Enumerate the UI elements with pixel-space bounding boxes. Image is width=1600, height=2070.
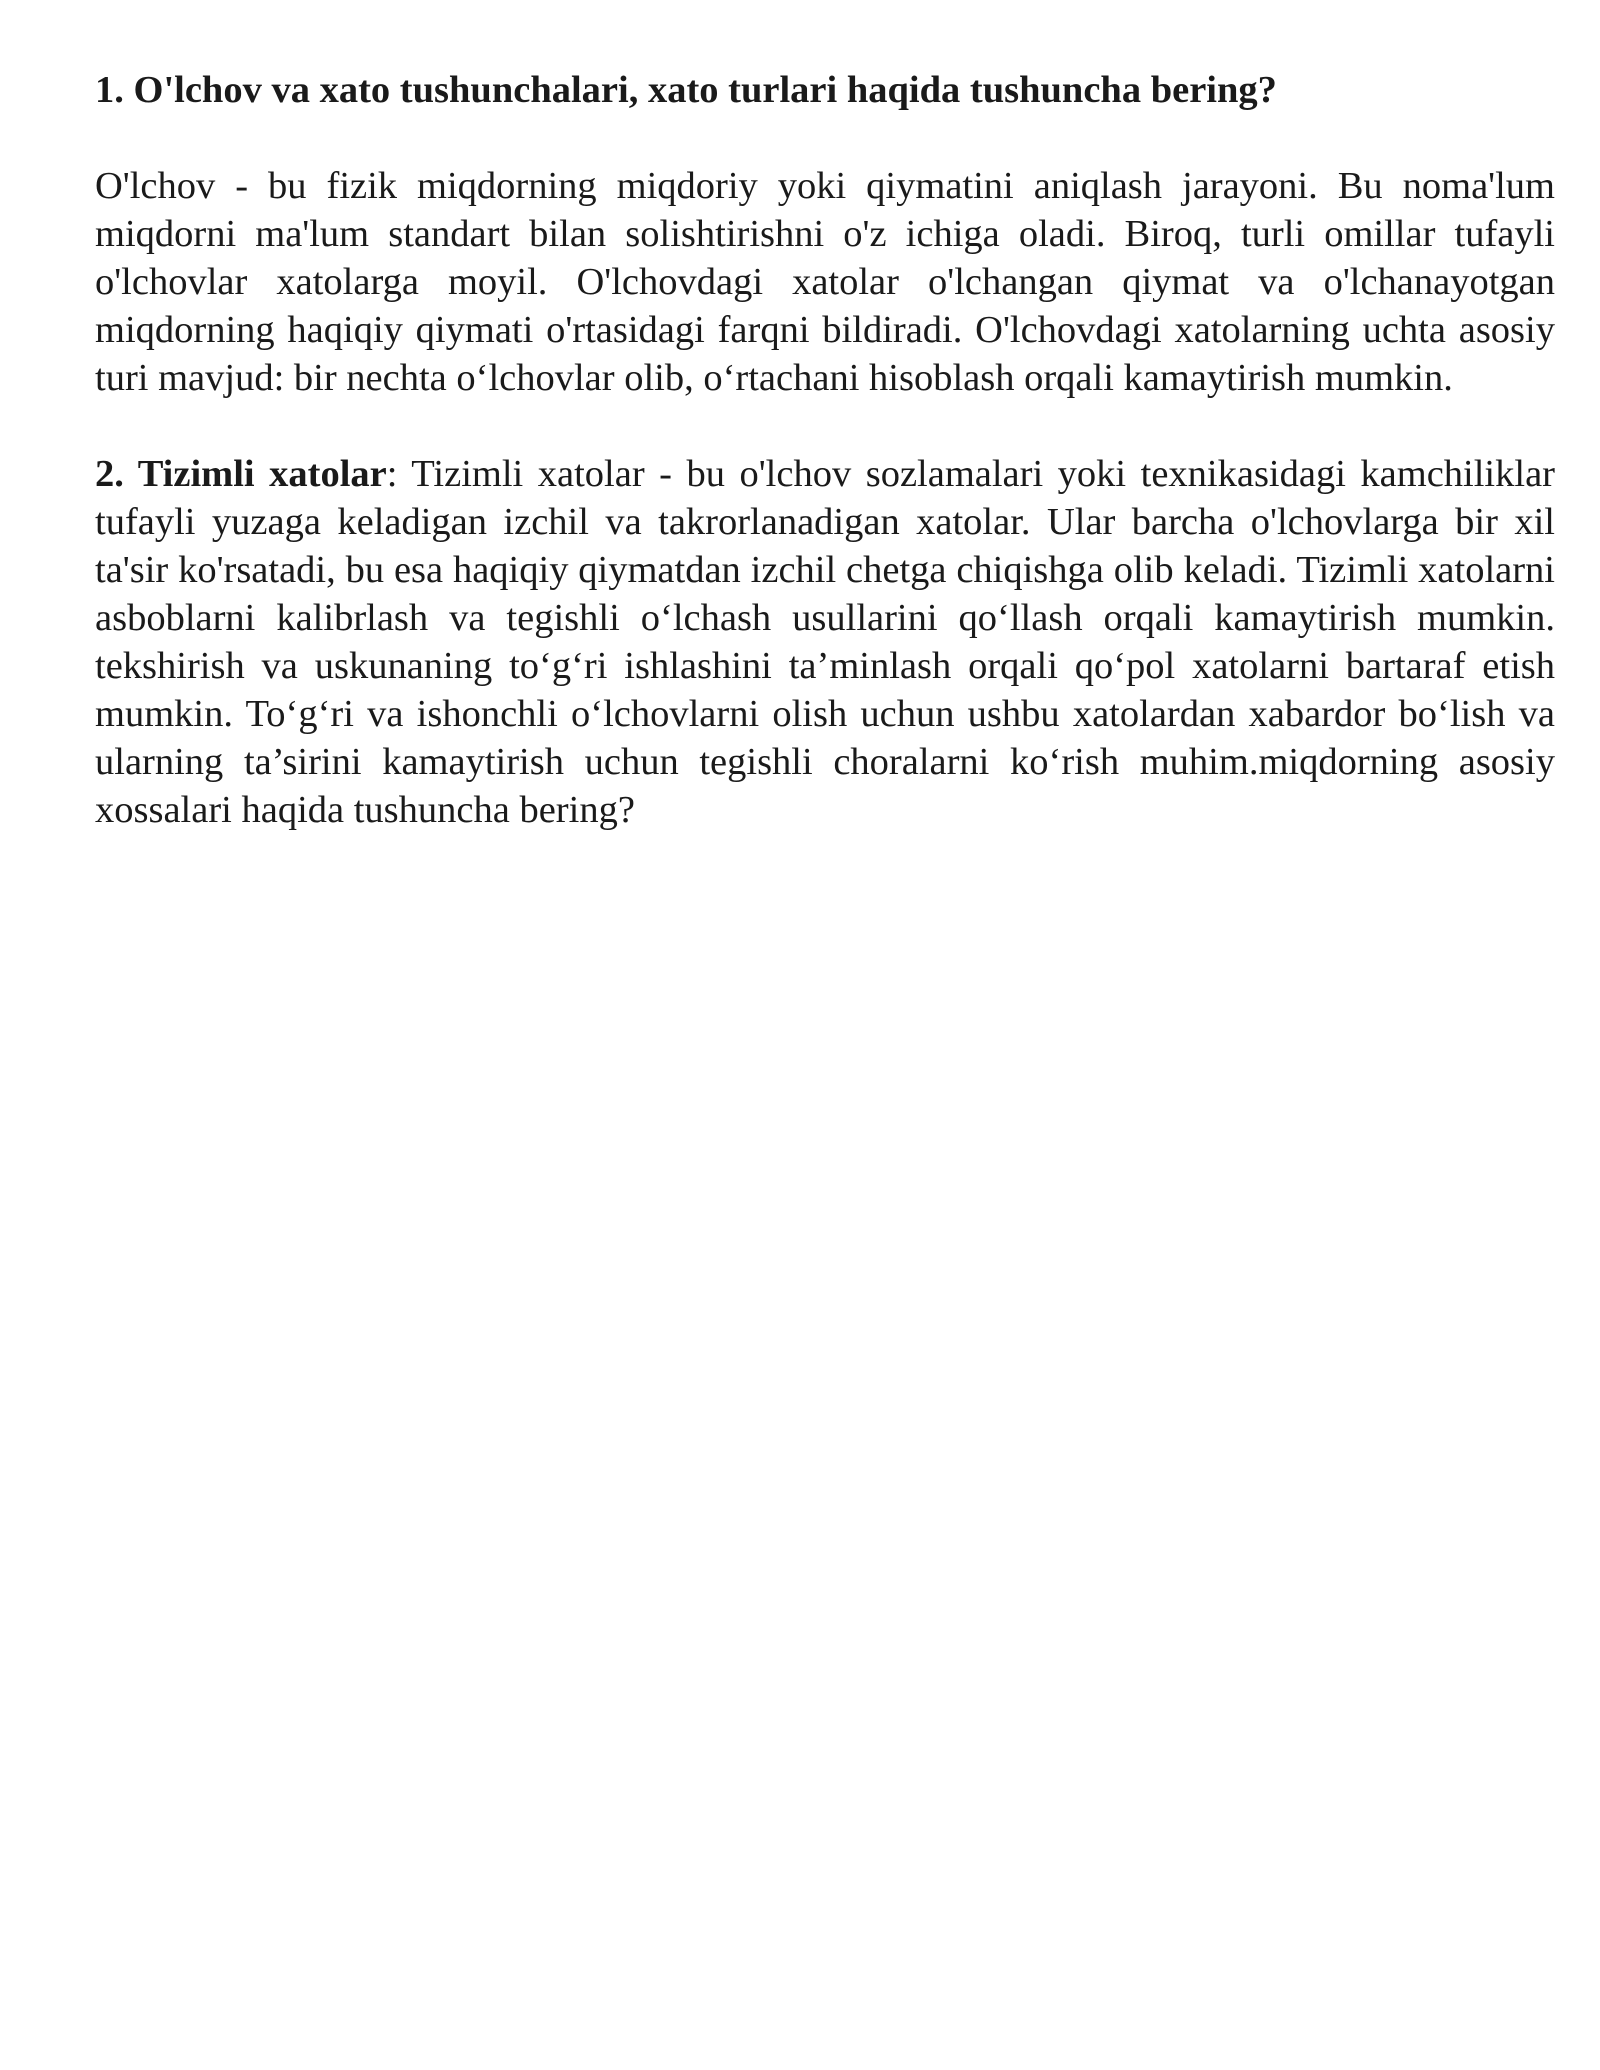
section-2-lead-term: 2. Tizimli xatolar (95, 453, 387, 495)
section-2-body-text: Tizimli xatolar - bu o'lchov sozlamalari yoki texnikasidagi kamchiliklar tufayli yuzaga keladigan izchil va takrorlanadigan xatolar. Ular barcha o'lchovlarga bir xil ta'sir ko'rsatadi, bu esa haqiqiy qiymatdan izchil chetga chiqishga olib keladi. Tizimli xatolarni asboblarni kalibrlash va tegishli o‘lchash usullarini qo‘llash orqali kamaytirish mumkin. tekshirish va uskunaning to‘g‘ri ishlashini ta’minlash orqali qo‘pol xatolarni bartaraf etish mumkin. To‘g‘ri va ishonchli o‘lchovlarni olish uchun ushbu xatolardan xabardor bo‘lish va ularning ta’sirini kamaytirish uchun tegishli choralarni ko‘rish muhim.miqdorning asosiy xossalari haqida tushuncha bering? (95, 453, 1555, 831)
section-2-separator: : (386, 453, 398, 495)
document-page (95, 66, 1555, 834)
section-2-paragraph (95, 450, 1555, 834)
section-1-heading: 1. O'lchov va xato tushunchalari, xato turlari haqida tushuncha bering? (95, 69, 1277, 111)
section-1-paragraph: O'lchov - bu fizik miqdorning miqdoriy yoki qiymatini aniqlash jarayoni. Bu noma'lum miqdorni ma'lum standart bilan solishtirishni o'z ichiga oladi. Biroq, turli omillar tufayli o'lchovlar xatolarga moyil. O'lchovdagi xatolar o'lchangan qiymat va o'lchanayotgan miqdorning haqiqiy qiymati o'rtasidagi farqni bildiradi. O'lchovdagi xatolarning uchta asosiy turi mavjud: bir nechta o‘lchovlar olib, o‘rtachani hisoblash orqali kamaytirish mumkin. (95, 165, 1555, 399)
